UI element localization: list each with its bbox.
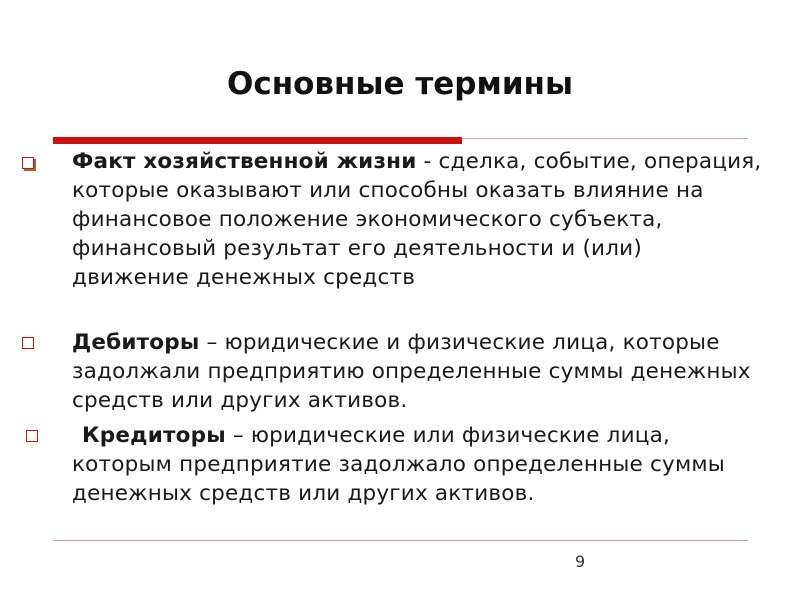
term-label: Дебиторы — [72, 330, 200, 355]
hollow-square-bullet-icon — [26, 430, 38, 442]
term-item-fact — [72, 147, 762, 292]
term-definition: юридические или физические лица, которым предприятие задолжало определенные суммы денежных средств или других активов. — [72, 423, 725, 506]
title-underline-thin — [462, 138, 748, 139]
term-definition: сделка, событие, операция, которые оказывают или способны оказать влияние на финансовое положение экономического субъекта, финансовый результат его деятельности и (или) движение денежных средств — [72, 149, 762, 290]
hollow-square-bullet-icon — [22, 157, 34, 169]
page-number: 9 — [575, 552, 586, 571]
term-item-creditors — [72, 421, 762, 508]
term-definition: юридические и физические лица, которые задолжали предприятию определенные суммы денежных средств или других активов. — [72, 330, 751, 413]
hollow-square-bullet-icon — [22, 337, 34, 349]
term-separator: – — [199, 330, 225, 355]
slide-title: Основные термины — [226, 66, 574, 102]
footer-rule — [53, 540, 748, 541]
term-item-debtors — [72, 328, 762, 415]
term-separator: – — [225, 423, 251, 448]
title-underline-accent — [53, 137, 462, 144]
term-separator: - — [416, 149, 439, 174]
term-label: Кредиторы — [82, 423, 226, 448]
term-label: Факт хозяйственной жизни — [72, 149, 417, 174]
